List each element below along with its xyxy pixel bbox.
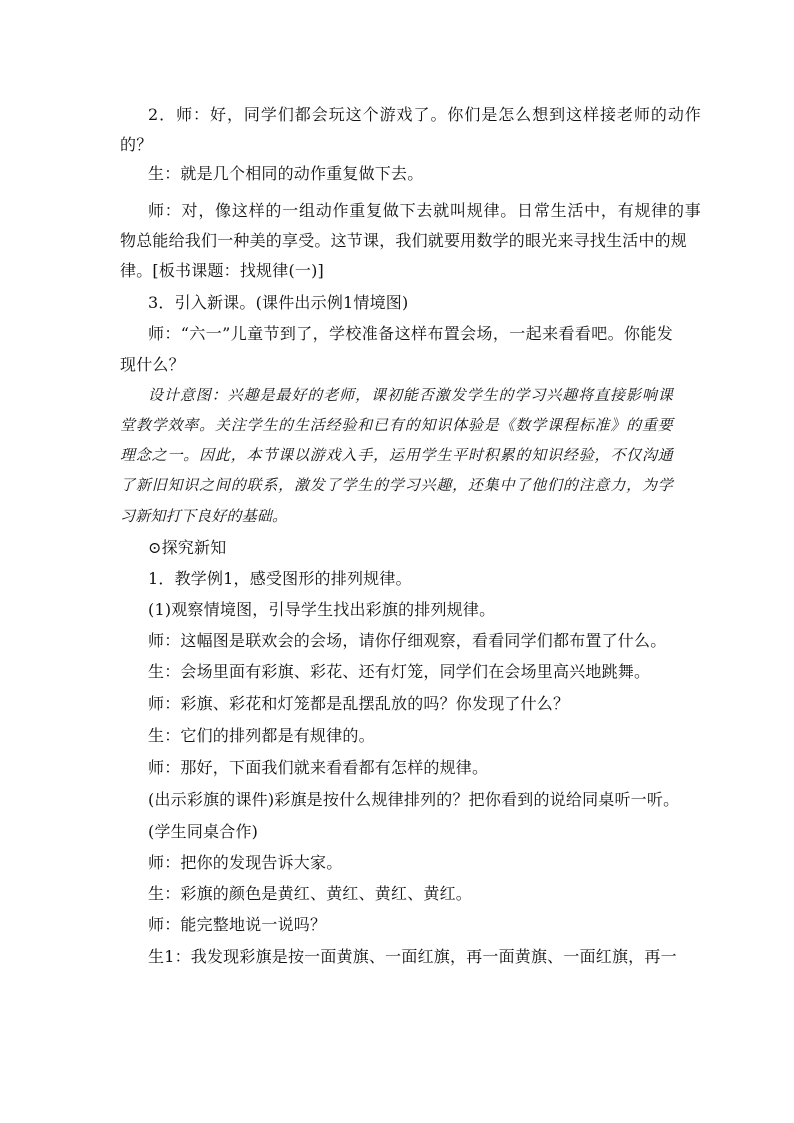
text-line: 现什么？ — [120, 355, 185, 374]
text-line: 的？ — [120, 135, 153, 154]
text-line: 生：彩旗的颜色是黄红、黄红、黄红、黄红。 — [148, 884, 473, 903]
text-line: 2．师：好，同学们都会玩这个游戏了。你们是怎么想到这样接老师的动作 — [148, 105, 701, 124]
text-line: 师：把你的发现告诉大家。 — [148, 853, 343, 872]
text-line: 律。[板书课题：找规律(一)] — [120, 261, 324, 280]
text-line: 生：它们的排列都是有规律的。 — [148, 726, 375, 745]
design-intent-line: 堂教学效率。关注学生的生活经验和已有的知识体验是《数学课程标准》的重要 — [120, 416, 673, 434]
text-line: 物总能给我们一种美的享受。这节课，我们就要用数学的眼光来寻找生活中的规 — [120, 231, 688, 250]
text-line: 生：就是几个相同的动作重复做下去。 — [148, 164, 424, 183]
design-intent-line: 习新知打下良好的基础。 — [120, 507, 288, 525]
text-line: 师：这幅图是联欢会的会场，请你仔细观察，看看同学们都布置了什么。 — [148, 631, 667, 650]
design-intent-line: 设计意图：兴趣是最好的老师，课初能否激发学生的学习兴趣将直接影响课 — [148, 386, 673, 404]
text-line: 师：能完整地说一说吗？ — [148, 915, 327, 934]
text-line: 师：那好，下面我们就来看看都有怎样的规律。 — [148, 758, 489, 777]
text-line: (学生同桌合作) — [148, 822, 259, 841]
text-line: 师：对，像这样的一组动作重复做下去就叫规律。日常生活中，有规律的事 — [148, 201, 701, 220]
text-line: 1．教学例1，感受图形的排列规律。 — [148, 569, 412, 588]
text-line: 3．引入新课。(课件出示例1情境图) — [148, 293, 409, 312]
design-intent-line: 理念之一。因此，本节课以游戏入手，运用学生平时积累的知识经验，不仅沟通 — [120, 446, 673, 464]
text-line: 师：彩旗、彩花和灯笼都是乱摆乱放的吗？你发现了什么？ — [148, 694, 570, 713]
text-line: (1)观察情境图，引导学生找出彩旗的排列规律。 — [148, 600, 496, 619]
text-line: 师：“六一”儿童节到了，学校准备这样布置会场，一起来看看吧。你能发 — [148, 324, 673, 343]
section-heading: ⊙探究新知 — [148, 538, 227, 557]
text-line: 生：会场里面有彩旗、彩花、还有灯笼，同学们在会场里高兴地跳舞。 — [148, 662, 651, 681]
design-intent-line: 了新旧知识之间的联系，激发了学生的学习兴趣，还集中了他们的注意力，为学 — [120, 476, 673, 494]
text-line: 生1：我发现彩旗是按一面黄旗、一面红旗，再一面黄旗、一面红旗，再一 — [148, 947, 677, 966]
text-line: (出示彩旗的课件)彩旗是按什么规律排列的？把你看到的说给同桌听一听。 — [148, 790, 680, 809]
